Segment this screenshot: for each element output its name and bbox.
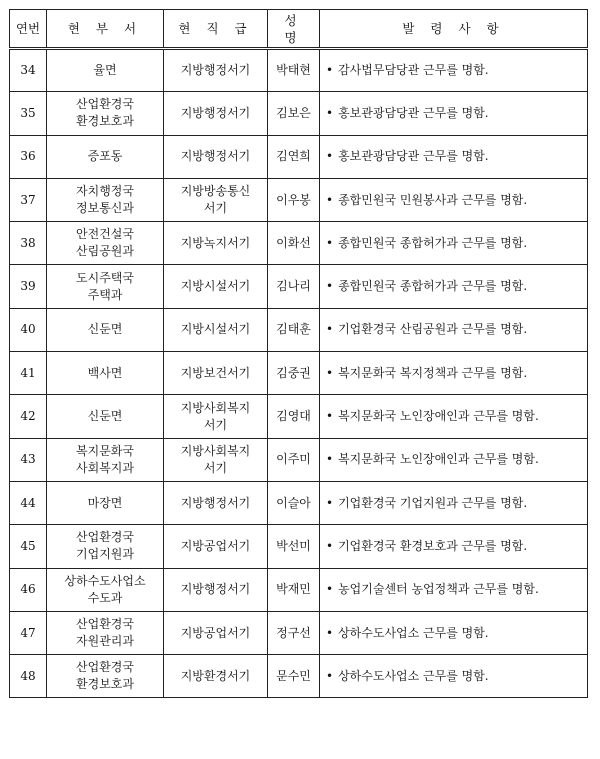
cell-no: 47 [10,611,47,654]
cell-dept [47,395,164,438]
cell-grade-line: 서기 [203,460,228,475]
order-text: 홍보관광담당관 근무를 명함. [338,149,489,164]
bullet-icon: • [326,365,334,380]
bullet-icon: • [326,625,334,640]
cell-name: 김연희 [268,135,320,178]
cell-dept [47,438,164,481]
cell-grade [164,655,268,698]
personnel-order-table [9,9,588,698]
cell-no: 41 [10,352,47,395]
header-dept: 현 부 서 [47,10,164,49]
table-row [10,525,588,568]
cell-dept-line: 주택과 [87,287,123,302]
order-text: 홍보관광담당관 근무를 명함. [338,105,489,120]
cell-grade [164,308,268,351]
bullet-icon: • [326,235,334,250]
cell-no: 36 [10,135,47,178]
cell-dept-line: 자원관리과 [76,634,134,648]
bullet-icon: • [326,582,334,597]
cell-dept-line: 도시주택국 [76,270,134,285]
bullet-icon: • [326,105,334,120]
cell-grade-line: 서기 [203,417,228,432]
cell-grade [164,568,268,611]
table-row [10,611,588,654]
cell-no: 46 [10,568,47,611]
cell-order [320,568,588,611]
header-no: 연번 [10,10,47,49]
cell-dept [47,49,164,92]
cell-dept-line: 기업지원과 [76,547,134,562]
cell-grade-line: 지방공업서기 [180,625,251,640]
bullet-icon: • [326,452,334,467]
cell-dept-line: 복지문화국 [76,443,134,458]
table-row [10,352,588,395]
cell-dept [47,481,164,524]
cell-grade [164,222,268,265]
cell-grade [164,611,268,654]
cell-dept-line: 증포동 [87,149,123,164]
cell-dept-line: 율면 [93,63,117,78]
cell-name: 김나리 [268,265,320,308]
table-row [10,438,588,481]
cell-grade [164,395,268,438]
cell-dept-line: 산업환경국 [76,617,134,631]
cell-name: 김보은 [268,92,320,135]
cell-dept-line: 마장면 [87,495,123,510]
cell-order [320,308,588,351]
cell-grade-line: 지방보건서기 [180,365,251,380]
table-row [10,655,588,698]
cell-dept [47,265,164,308]
cell-grade-line: 지방환경서기 [180,668,251,683]
cell-order [320,135,588,178]
cell-order [320,481,588,524]
cell-grade-line: 지방행정서기 [180,582,251,597]
order-text: 복지문화국 노인장애인과 근무를 명함. [338,452,539,467]
cell-dept-line: 수도과 [87,590,123,605]
cell-order [320,655,588,698]
cell-no: 34 [10,49,47,92]
cell-dept [47,655,164,698]
table-row [10,568,588,611]
cell-dept [47,308,164,351]
cell-dept-line: 신둔면 [87,409,123,424]
cell-grade-line: 지방행정서기 [180,149,251,164]
table-body [10,49,588,698]
cell-no: 40 [10,308,47,351]
table-row [10,265,588,308]
cell-name: 이화선 [268,222,320,265]
cell-name: 김중권 [268,352,320,395]
cell-grade-line: 지방행정서기 [180,63,251,78]
order-text: 감사법무담당관 근무를 명함. [338,63,489,78]
cell-no: 42 [10,395,47,438]
cell-dept-line: 산업환경국 [76,97,134,112]
order-text: 상하수도사업소 근무를 명함. [338,625,489,640]
header-name: 성 명 [268,10,320,49]
cell-grade-line: 지방행정서기 [180,495,251,510]
cell-grade-line: 지방시설서기 [180,279,251,294]
order-text: 종합민원국 민원봉사과 근무를 명함. [338,192,528,207]
cell-dept [47,611,164,654]
cell-dept [47,92,164,135]
table-row [10,49,588,92]
bullet-icon: • [326,63,334,78]
order-text: 기업환경국 환경보호과 근무를 명함. [338,538,528,553]
cell-name: 이슬아 [268,481,320,524]
cell-dept [47,222,164,265]
header-order: 발 령 사 항 [320,10,588,49]
cell-order [320,395,588,438]
cell-grade-line: 지방사회복지 [180,400,251,415]
cell-grade-line: 지방사회복지 [180,443,251,458]
cell-order [320,352,588,395]
cell-dept-line: 신둔면 [87,322,123,337]
bullet-icon: • [326,322,334,337]
cell-grade [164,525,268,568]
cell-no: 35 [10,92,47,135]
cell-dept-line: 백사면 [87,365,123,380]
cell-order [320,49,588,92]
cell-grade-line: 지방행정서기 [180,105,251,120]
table-row [10,222,588,265]
cell-dept-line: 환경보호과 [76,677,134,692]
cell-order [320,222,588,265]
bullet-icon: • [326,279,334,294]
cell-dept-line: 환경보호과 [76,114,134,129]
table-row [10,92,588,135]
bullet-icon: • [326,149,334,164]
order-text: 종합민원국 종합허가과 근무를 명함. [338,279,528,294]
cell-grade-line: 서기 [203,201,228,216]
bullet-icon: • [326,495,334,510]
table-header-row [10,10,588,49]
cell-grade [164,438,268,481]
table-row [10,308,588,351]
cell-grade [164,481,268,524]
cell-grade [164,92,268,135]
cell-no: 38 [10,222,47,265]
cell-dept [47,568,164,611]
cell-grade-line: 지방공업서기 [180,538,251,553]
cell-no: 43 [10,438,47,481]
cell-name: 문수민 [268,655,320,698]
table-row [10,395,588,438]
cell-dept-line: 상하수도사업소 [64,573,146,588]
cell-no: 39 [10,265,47,308]
cell-dept [47,178,164,221]
header-grade: 현 직 급 [164,10,268,49]
cell-no: 48 [10,655,47,698]
order-text: 농업기술센터 농업정책과 근무를 명함. [338,582,539,597]
cell-dept [47,352,164,395]
personnel-order-document [9,9,587,698]
cell-order [320,92,588,135]
order-text: 종합민원국 종합허가과 근무를 명함. [338,235,528,250]
cell-name: 박재민 [268,568,320,611]
cell-dept-line: 사회복지과 [76,460,134,475]
bullet-icon: • [326,538,334,553]
cell-dept-line: 정보통신과 [76,201,134,216]
cell-no: 44 [10,481,47,524]
table-row [10,135,588,178]
cell-grade-line: 지방방송통신 [180,184,251,199]
order-text: 복지문화국 복지정책과 근무를 명함. [338,365,528,380]
order-text: 복지문화국 노인장애인과 근무를 명함. [338,409,539,424]
cell-no: 45 [10,525,47,568]
cell-grade [164,178,268,221]
bullet-icon: • [326,668,334,683]
cell-name: 박선미 [268,525,320,568]
cell-order [320,178,588,221]
cell-grade [164,135,268,178]
cell-dept-line: 자치행정국 [76,184,134,199]
cell-grade [164,352,268,395]
table-row [10,178,588,221]
table-row [10,481,588,524]
cell-order [320,611,588,654]
cell-name: 박태현 [268,49,320,92]
cell-grade-line: 지방녹지서기 [180,235,251,250]
cell-grade-line: 지방시설서기 [180,322,251,337]
cell-order [320,265,588,308]
bullet-icon: • [326,192,334,207]
cell-name: 김태훈 [268,308,320,351]
cell-order [320,438,588,481]
cell-name: 이우봉 [268,178,320,221]
order-text: 기업환경국 산림공원과 근무를 명함. [338,322,528,337]
order-text: 상하수도사업소 근무를 명함. [338,668,489,683]
cell-name: 이주미 [268,438,320,481]
cell-name: 정구선 [268,611,320,654]
cell-dept-line: 산업환경국 [76,530,134,545]
bullet-icon: • [326,409,334,424]
cell-dept [47,525,164,568]
cell-dept-line: 안전건설국 [76,227,134,242]
cell-grade [164,265,268,308]
cell-order [320,525,588,568]
cell-dept [47,135,164,178]
cell-name: 김영대 [268,395,320,438]
cell-dept-line: 산림공원과 [76,244,134,259]
cell-grade [164,49,268,92]
cell-no: 37 [10,178,47,221]
cell-dept-line: 산업환경국 [76,660,134,675]
order-text: 기업환경국 기업지원과 근무를 명함. [338,495,528,510]
